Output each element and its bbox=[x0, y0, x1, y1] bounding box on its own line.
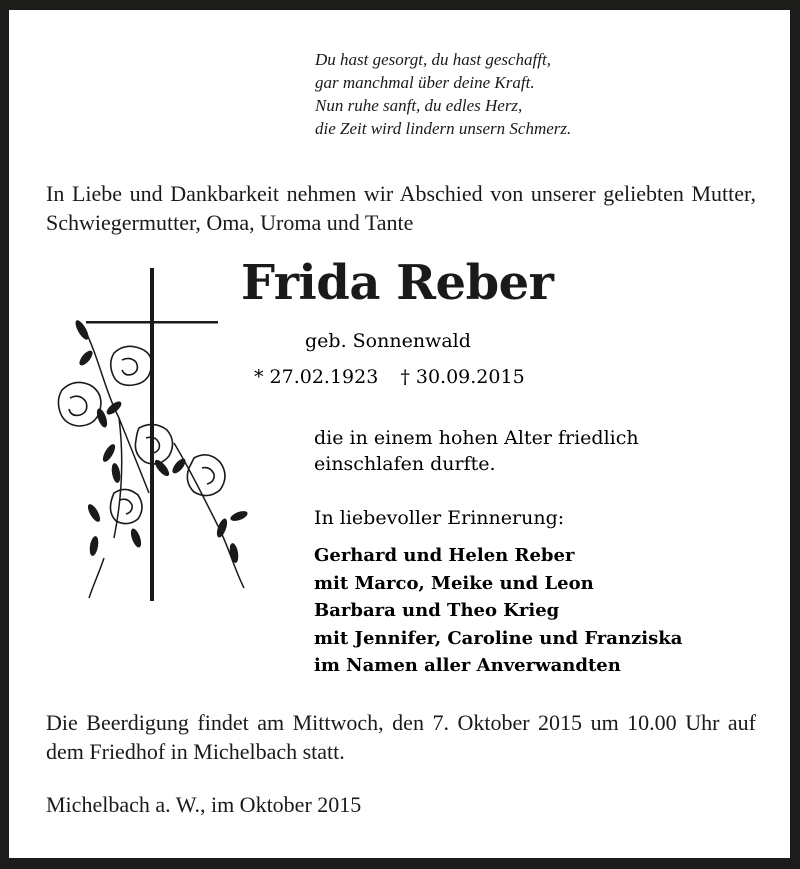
place-date: Michelbach a. W., im Oktober 2015 bbox=[46, 792, 362, 817]
peace-line: die in einem hohen Alter friedlich bbox=[314, 427, 639, 449]
poem-line: die Zeit wird lindern unsern Schmerz. bbox=[315, 119, 572, 138]
poem-line: gar manchmal über deine Kraft. bbox=[315, 73, 535, 92]
deceased-name: Frida Reber bbox=[241, 255, 554, 311]
peace-line: einschlafen durfte. bbox=[314, 453, 496, 475]
cross-with-roses-icon bbox=[44, 268, 254, 603]
mourner-line: mit Marco, Meike und Leon bbox=[314, 572, 594, 594]
life-dates bbox=[254, 366, 525, 388]
poem bbox=[315, 48, 571, 140]
funeral-text: Die Beerdigung findet am Mittwoch, den 7. Oktober 2015 um 10.00 Uhr auf dem Friedhof in Michelbach statt. bbox=[46, 710, 756, 764]
mourner-line: im Namen aller Anverwandten bbox=[314, 655, 621, 676]
mourner-line: mit Jennifer, Caroline und Franziska bbox=[314, 627, 683, 649]
intro-text: In Liebe und Dankbarkeit nehmen wir Abschied von unserer geliebten Mutter, Schwiegermutter, Oma, Uroma und Tante bbox=[46, 181, 756, 235]
death-date: † 30.09.2015 bbox=[400, 366, 525, 388]
poem-line: Du hast gesorgt, du hast geschafft, bbox=[315, 50, 551, 69]
poem-line: Nun ruhe sanft, du edles Herz, bbox=[315, 96, 523, 115]
maiden-name: geb. Sonnenwald bbox=[305, 330, 471, 352]
mourner-line: Barbara und Theo Krieg bbox=[314, 600, 560, 621]
birth-date: * 27.02.1923 bbox=[254, 366, 379, 388]
memory-heading: In liebevoller Erinnerung: bbox=[314, 507, 565, 529]
mourners-list bbox=[314, 542, 682, 680]
mourner-line: Gerhard und Helen Reber bbox=[314, 545, 575, 566]
peace-text bbox=[314, 425, 639, 477]
obituary-notice bbox=[9, 10, 790, 858]
